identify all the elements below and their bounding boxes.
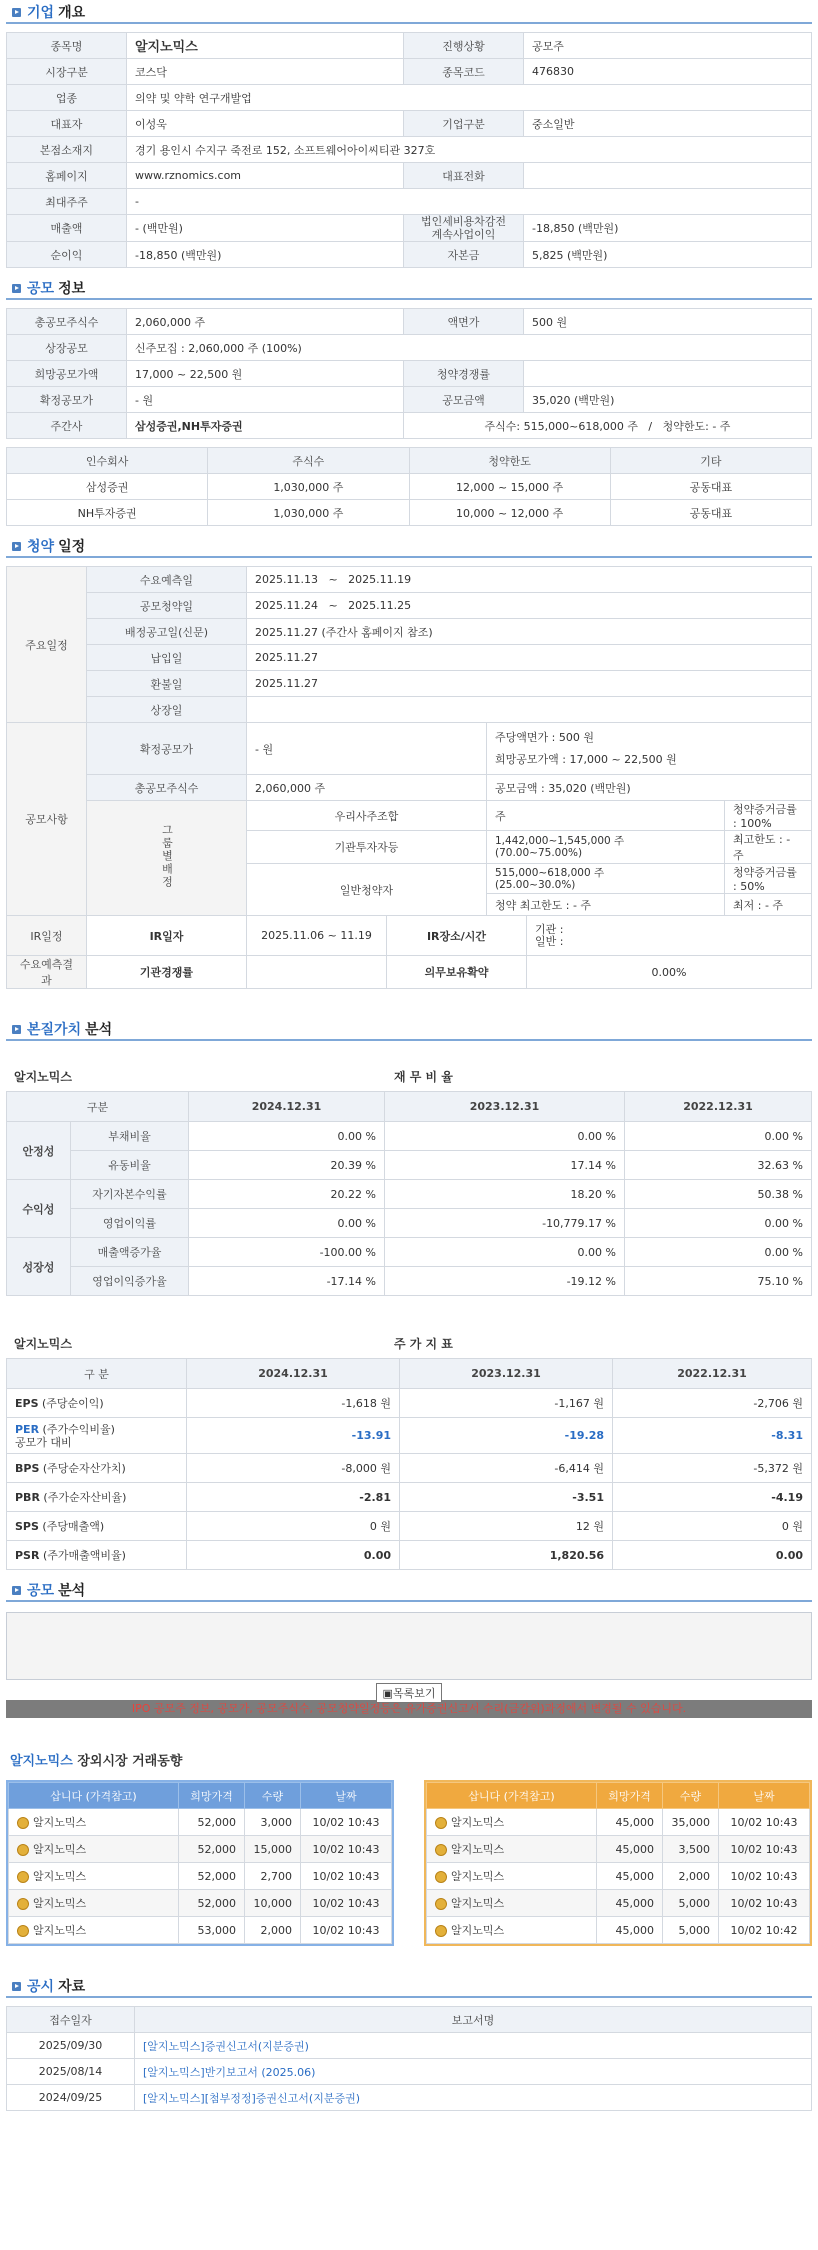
bullet-icon [12,8,21,17]
stock-index-table: 구 분 2024.12.31 2023.12.31 2022.12.31 EPS (주당순이익) -1,618 원 -1,167 원 -2,706 원 PER (주가수익비율) 공모가 대비 -13.91 -19.28 -8.31 BPS (주당순자산가치) -8,000 원 -6,414 원 -5,372 원 PBR (주가순자산비율) -2.81 -3.51 -4.19 SPS (주당매출액) 0 원 12 원 0 원 PSR (주가매출액비율) 0.00 1,820.56 0.00 [6,1358,812,1570]
list-item[interactable]: 알지노믹스 45,000 2,000 10/02 10:43 [427,1863,810,1890]
bullet-icon [12,1586,21,1595]
table-row: 2024/09/25 [알지노믹스][첨부정정]증권신고서(지분증권) [7,2085,812,2111]
table-row: 영업이익률 0.00 % -10,779.17 % 0.00 % [7,1209,812,1238]
list-item[interactable]: 알지노믹스 45,000 5,000 10/02 10:43 [427,1890,810,1917]
otc-sell-table: 삽니다 (가격참고) 희망가격 수량 날짜 알지노믹스 45,000 35,000 10/02 10:43 알지노믹스 45,000 3,500 10/02 10:43 알지노믹스 45,000 2,000 10/02 10:43 알지노믹스 45,000 5,000 10/02 10:43 알지노믹스 45,000 5,000 10/02 10:42 [424,1780,812,1946]
list-view-button[interactable]: ▣목록보기 [376,1683,443,1703]
section-header-valuation: 본질가치 분석 [6,1019,812,1041]
schedule-table: 주요일정 수요예측일 2025.11.13 ~ 2025.11.19 공모청약일 2025.11.24 ~ 2025.11.25 배정공고일(신문) 2025.11.27 (주간사 홈페이지 참조) 납입일 2025.11.27 환불일 2025.11.27 상장일 [6,566,812,723]
bullet-icon [12,1982,21,1991]
stock-index-title: 알지노믹스 주 가 지 표 [14,1337,453,1351]
table-row: NH투자증권 1,030,000 주 10,000 ~ 12,000 주 공동대표 [7,500,812,526]
public-offering-table: 공모사항 확정공모가 - 원 주당액면가 : 500 원 희망공모가액 : 17,000 ~ 22,500 원 총공모주식수 2,060,000 주 공모금액 : 35,020 (백만원) 그룹별배정 우리사주조합 주 청약증거금률 : 100% 기관투자자등 1,442,000~1,545,000 주 (70.00~75.00%) 최고한도 : - 주 일반청약자 515,000~618,000 주 (25.00~30.0%) 청약증거금률 : 50% 청약 최고한도 : - 주 최저 : - 주 [6,722,812,916]
medal-icon [435,1925,447,1937]
otc-title: 알지노믹스 장외시장 거래동향 [10,1753,183,1769]
medal-icon [17,1844,29,1856]
bullet-icon [12,284,21,293]
table-row: 수익성 자기자본수익률 20.22 % 18.20 % 50.38 % [7,1180,812,1209]
table-row: 2025/09/30 [알지노믹스]증권신고서(지분증권) [7,2033,812,2059]
otc-buy-table: 삽니다 (가격참고) 희망가격 수량 날짜 알지노믹스 52,000 3,000 10/02 10:43 알지노믹스 52,000 15,000 10/02 10:43 알지노믹스 52,000 2,700 10/02 10:43 알지노믹스 52,000 10,000 10/02 10:43 알지노믹스 53,000 2,000 10/02 10:43 [6,1780,394,1946]
table-row: 2025/08/14 [알지노믹스]반기보고서 (2025.06) [7,2059,812,2085]
section-header-company: 기업 개요 [6,2,812,24]
company-name: 알지노믹스 [127,33,404,59]
list-item[interactable]: 알지노믹스 52,000 2,700 10/02 10:43 [9,1863,392,1890]
medal-icon [435,1898,447,1910]
warning-notice: IPO 공모주 정보, 공모가, 공모주식수, 공모청약일정등은 유가증권신고서 수리(금감위)과정에서 변경될 수 있습니다. [6,1700,812,1718]
list-item[interactable]: 알지노믹스 52,000 15,000 10/02 10:43 [9,1836,392,1863]
homepage-link[interactable]: www.rznomics.com [127,163,404,189]
disclosure-link[interactable]: [알지노믹스][첨부정정]증권신고서(지분증권) [135,2085,812,2111]
table-row: BPS (주당순자산가치) -8,000 원 -6,414 원 -5,372 원 [7,1454,812,1483]
offering-info-table: 총공모주식수 2,060,000 주 액면가 500 원 상장공모 신주모집 : 2,060,000 주 (100%) 희망공모가액 17,000 ~ 22,500 원 청약경쟁률 확정공모가 - 원 공모금액 35,020 (백만원) 주간사 삼성증권,NH투자증권 주식수: 515,000~618,000 주 / 청약한도: - 주 [6,308,812,439]
section-header-schedule: 청약 일정 [6,536,812,558]
table-row: 안정성 부채비율 0.00 % 0.00 % 0.00 % [7,1122,812,1151]
disclosure-link[interactable]: [알지노믹스]증권신고서(지분증권) [135,2033,812,2059]
list-item[interactable]: 알지노믹스 52,000 3,000 10/02 10:43 [9,1809,392,1836]
section-header-offering: 공모 정보 [6,278,812,300]
disclosure-link[interactable]: [알지노믹스]반기보고서 (2025.06) [135,2059,812,2085]
company-overview-table: 종목명 알지노믹스 진행상황 공모주 시장구분 코스닥 종목코드 476830 업종 의약 및 약학 연구개발업 대표자 이성욱 기업구분 중소일반 본점소재지 경기 용인시 수지구 죽전로 152, 소프트웨어아이씨티관 327호 홈페이지 www.rznomics.com 대표전화 최대주주 - 매출액 - (백만원) 법인세비용차감전 계속사업이익 -18,850 (백만원) 순이익 -18,850 (백만원) 자본금 5,825 (백만원) [6,32,812,268]
section-header-disclosure: 공시 자료 [6,1976,812,1998]
medal-icon [17,1871,29,1883]
medal-icon [435,1871,447,1883]
list-item[interactable]: 알지노믹스 45,000 5,000 10/02 10:42 [427,1917,810,1944]
analysis-box [6,1612,812,1680]
underwriter-table: 인수회사 주식수 청약한도 기타 삼성증권 1,030,000 주 12,000 ~ 15,000 주 공동대표 NH투자증권 1,030,000 주 10,000 ~ 12,000 주 공동대표 [6,447,812,526]
medal-icon [17,1817,29,1829]
ir-table: IR일정 IR일자 2025.11.06 ~ 11.19 IR장소/시간 기관 : 일반 : 수요예측결과 기관경쟁률 의무보유확약 0.00% [6,915,812,989]
medal-icon [17,1898,29,1910]
disclosure-table: 접수일자 보고서명 2025/09/30 [알지노믹스]증권신고서(지분증권) 2025/08/14 [알지노믹스]반기보고서 (2025.06) 2024/09/25 [알지노믹스][첨부정정]증권신고서(지분증권) [6,2006,812,2111]
list-item[interactable]: 알지노믹스 45,000 3,500 10/02 10:43 [427,1836,810,1863]
bullet-icon [12,542,21,551]
list-item[interactable]: 알지노믹스 45,000 35,000 10/02 10:43 [427,1809,810,1836]
table-row: EPS (주당순이익) -1,618 원 -1,167 원 -2,706 원 [7,1389,812,1418]
section-header-analysis: 공모 분석 [6,1580,812,1602]
medal-icon [435,1817,447,1829]
list-item[interactable]: 알지노믹스 52,000 10,000 10/02 10:43 [9,1890,392,1917]
medal-icon [435,1844,447,1856]
table-row: PER (주가수익비율) 공모가 대비 -13.91 -19.28 -8.31 [7,1418,812,1454]
table-row: 유동비율 20.39 % 17.14 % 32.63 % [7,1151,812,1180]
financial-ratio-title: 알지노믹스 재 무 비 율 [14,1070,453,1084]
medal-icon [17,1925,29,1937]
table-row: PSR (주가매출액비율) 0.00 1,820.56 0.00 [7,1541,812,1570]
bullet-icon [12,1025,21,1034]
table-row: PBR (주가순자산비율) -2.81 -3.51 -4.19 [7,1483,812,1512]
list-item[interactable]: 알지노믹스 53,000 2,000 10/02 10:43 [9,1917,392,1944]
table-row: SPS (주당매출액) 0 원 12 원 0 원 [7,1512,812,1541]
table-row: 성장성 매출액증가율 -100.00 % 0.00 % 0.00 % [7,1238,812,1267]
table-row: 삼성증권 1,030,000 주 12,000 ~ 15,000 주 공동대표 [7,474,812,500]
table-row: 영업이익증가율 -17.14 % -19.12 % 75.10 % [7,1267,812,1296]
financial-ratio-table: 구분 2024.12.31 2023.12.31 2022.12.31 안정성 부채비율 0.00 % 0.00 % 0.00 % 유동비율 20.39 % 17.14 % 32.63 % 수익성 자기자본수익률 20.22 % 18.20 % 50.38 % 영업이익률 0.00 % -10,779.17 % 0.00 % 성장성 매출액증가율 -100.00 % 0.00 % 0.00 % 영업이익증가율 -17.14 % -19.12 % 75.10 % [6,1091,812,1296]
